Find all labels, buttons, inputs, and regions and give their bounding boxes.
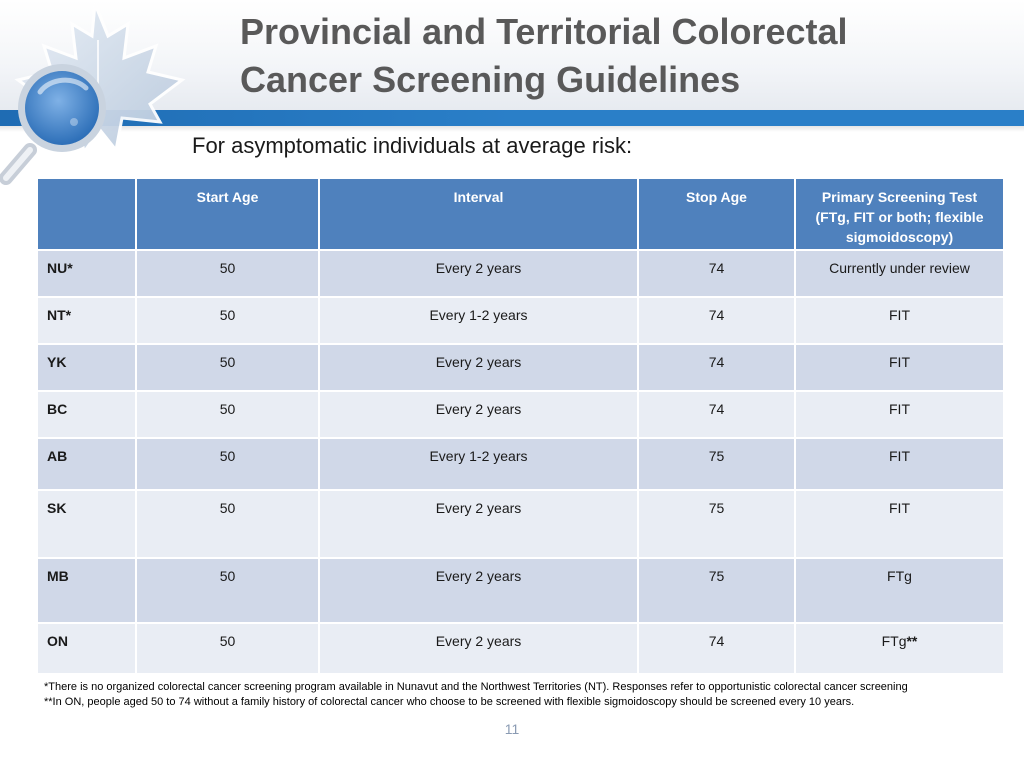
maple-leaf-magnifier-icon bbox=[0, 0, 210, 190]
stop-age-cell: 74 bbox=[638, 344, 795, 391]
interval-cell: Every 1-2 years bbox=[319, 438, 638, 490]
footnotes bbox=[44, 680, 1014, 710]
interval-cell: Every 2 years bbox=[319, 250, 638, 297]
province-cell: SK bbox=[37, 490, 136, 558]
province-cell: BC bbox=[37, 391, 136, 438]
start-age-cell: 50 bbox=[136, 490, 319, 558]
page-title-line-2: Cancer Screening Guidelines bbox=[240, 59, 741, 100]
screening-guidelines-table bbox=[36, 177, 1005, 675]
primary-test-cell bbox=[795, 558, 1004, 623]
table-row bbox=[37, 490, 1004, 558]
primary-test-cell bbox=[795, 623, 1004, 674]
table-row bbox=[37, 391, 1004, 438]
table-row bbox=[37, 344, 1004, 391]
primary-test-text: FIT bbox=[889, 448, 910, 464]
start-age-cell: 50 bbox=[136, 297, 319, 344]
footnote-2: **In ON, people aged 50 to 74 without a family history of colorectal cancer who choose to be screened with flexible sigmoidoscopy should be screened every 10 years. bbox=[44, 696, 855, 708]
footnote-1: *There is no organized colorectal cancer screening program available in Nunavut and the Northwest Territories (NT). Responses refer to opportunistic colorectal cancer screening bbox=[44, 681, 908, 693]
stop-age-cell: 75 bbox=[638, 558, 795, 623]
interval-cell: Every 2 years bbox=[319, 391, 638, 438]
start-age-cell: 50 bbox=[136, 391, 319, 438]
primary-test-cell bbox=[795, 490, 1004, 558]
primary-test-text: FTg bbox=[887, 568, 912, 584]
primary-test-text: FIT bbox=[889, 500, 910, 516]
interval-cell: Every 1-2 years bbox=[319, 297, 638, 344]
province-cell: MB bbox=[37, 558, 136, 623]
primary-test-cell bbox=[795, 344, 1004, 391]
table-row bbox=[37, 623, 1004, 674]
primary-test-text: FIT bbox=[889, 401, 910, 417]
stop-age-cell: 74 bbox=[638, 623, 795, 674]
primary-test-suffix: ** bbox=[906, 633, 918, 649]
start-age-cell: 50 bbox=[136, 438, 319, 490]
header-interval: Interval bbox=[319, 178, 638, 250]
stop-age-cell: 75 bbox=[638, 438, 795, 490]
table-row bbox=[37, 558, 1004, 623]
page-number: 11 bbox=[504, 721, 520, 737]
start-age-cell: 50 bbox=[136, 558, 319, 623]
page-title-line-1: Provincial and Territorial Colorectal bbox=[240, 11, 848, 52]
header-primary-test bbox=[795, 178, 1004, 250]
header-primary-test-line-2: (FTg, FIT or both; flexible bbox=[815, 209, 984, 225]
province-cell: NU* bbox=[37, 250, 136, 297]
page-subtitle: For asymptomatic individuals at average risk: bbox=[192, 133, 633, 158]
interval-cell: Every 2 years bbox=[319, 490, 638, 558]
province-cell: YK bbox=[37, 344, 136, 391]
province-cell: AB bbox=[37, 438, 136, 490]
interval-cell: Every 2 years bbox=[319, 344, 638, 391]
primary-test-cell bbox=[795, 391, 1004, 438]
header-stop-age: Stop Age bbox=[638, 178, 795, 250]
primary-test-cell bbox=[795, 438, 1004, 490]
start-age-cell: 50 bbox=[136, 344, 319, 391]
primary-test-text: FIT bbox=[889, 307, 910, 323]
primary-test-text: Currently under review bbox=[829, 260, 970, 276]
province-cell: ON bbox=[37, 623, 136, 674]
start-age-cell: 50 bbox=[136, 250, 319, 297]
interval-cell: Every 2 years bbox=[319, 623, 638, 674]
start-age-cell: 50 bbox=[136, 623, 319, 674]
primary-test-text: FTg bbox=[881, 633, 907, 649]
table-row bbox=[37, 297, 1004, 344]
interval-cell: Every 2 years bbox=[319, 558, 638, 623]
header-province bbox=[37, 178, 136, 250]
primary-test-cell bbox=[795, 297, 1004, 344]
header-start-age: Start Age bbox=[136, 178, 319, 250]
stop-age-cell: 74 bbox=[638, 250, 795, 297]
table-row bbox=[37, 250, 1004, 297]
stop-age-cell: 74 bbox=[638, 297, 795, 344]
header-primary-test-line-3: sigmoidoscopy) bbox=[845, 229, 954, 245]
page-title bbox=[240, 8, 1000, 104]
province-cell: NT* bbox=[37, 297, 136, 344]
stop-age-cell: 74 bbox=[638, 391, 795, 438]
table-row bbox=[37, 438, 1004, 490]
table-header-row bbox=[37, 178, 1004, 250]
stop-age-cell: 75 bbox=[638, 490, 795, 558]
header-primary-test-line-1: Primary Screening Test bbox=[821, 189, 978, 205]
primary-test-text: FIT bbox=[889, 354, 910, 370]
primary-test-cell bbox=[795, 250, 1004, 297]
